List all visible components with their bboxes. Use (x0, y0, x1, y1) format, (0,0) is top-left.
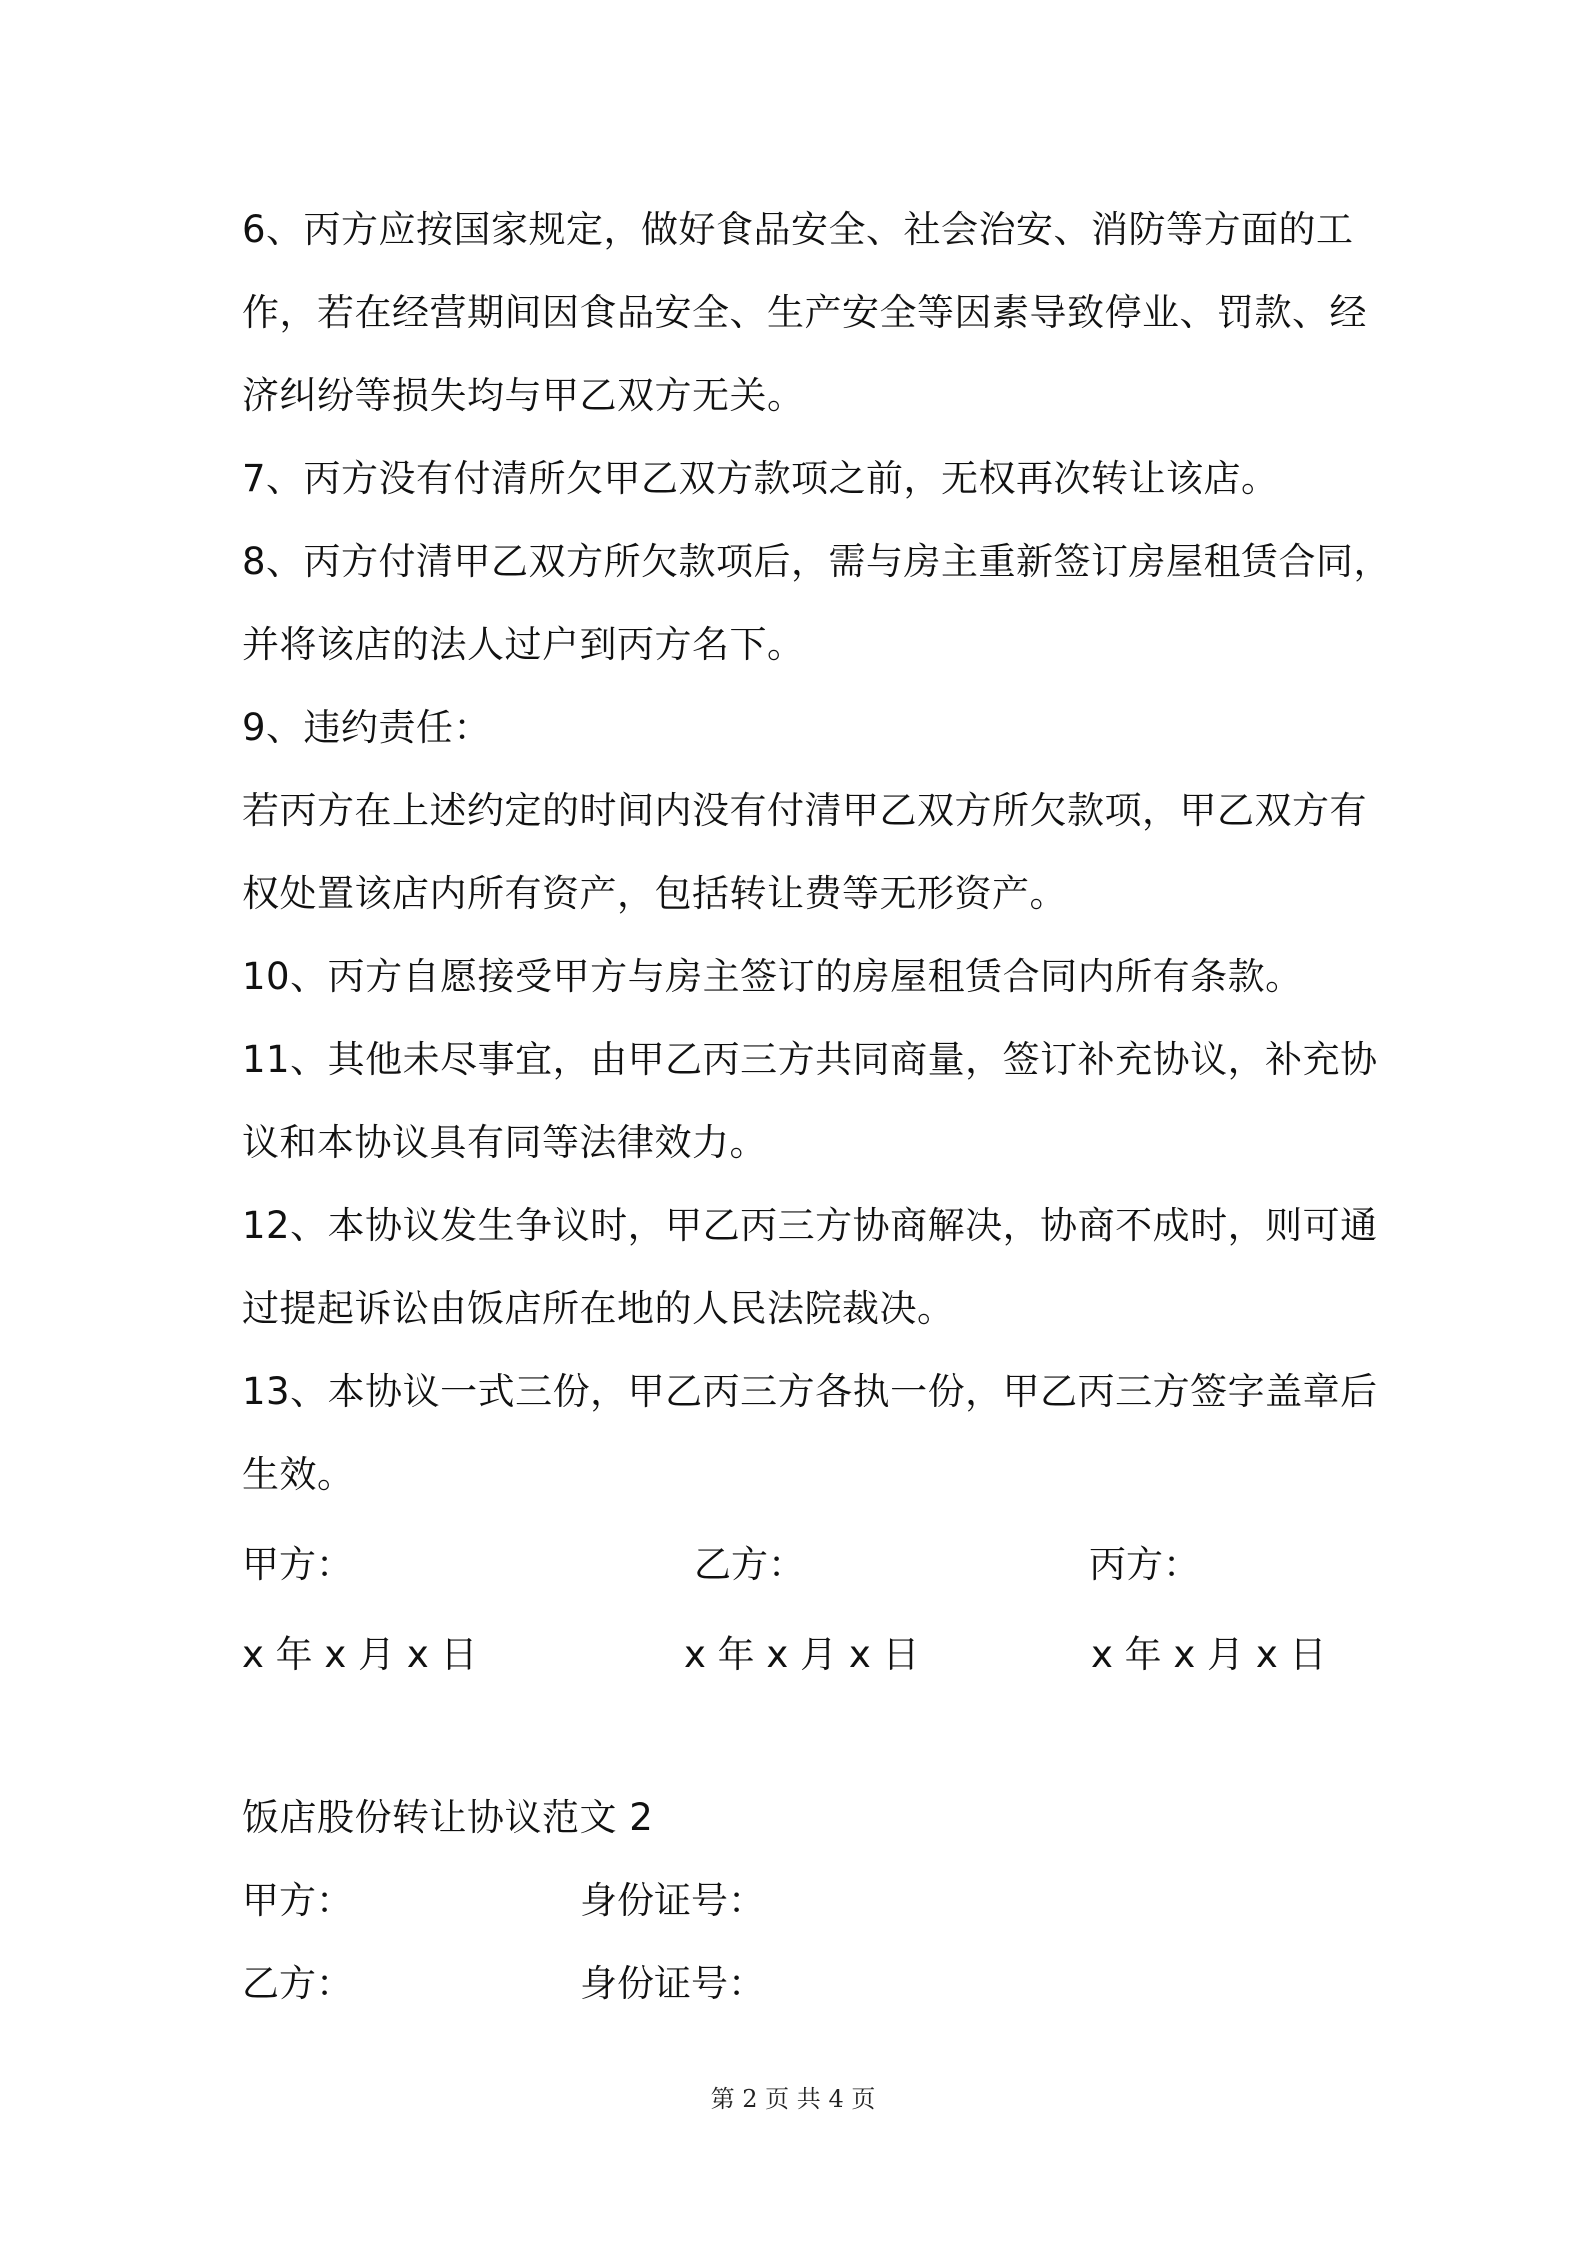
clause-7-line-1: 7、丙方没有付清所欠甲乙双方款项之前，无权再次转让该店。 (242, 457, 1279, 500)
clause-12-line-2: 过提起诉讼由饭店所在地的人民法院裁决。 (242, 1287, 955, 1330)
clause-9-heading: 9、违约责任： (242, 706, 492, 749)
section-2-party-b-id-label: 身份证号： (580, 1962, 765, 2005)
clause-13-line-1: 13、本协议一式三份，甲乙丙三方各执一份，甲乙丙三方签字盖章后 (242, 1370, 1378, 1413)
clause-6-line-2: 作，若在经营期间因食品安全、生产安全等因素导致停业、罚款、经 (242, 291, 1367, 334)
section-2-party-a-label: 甲方： (242, 1879, 353, 1922)
signature-date-a: x 年 x 月 x 日 (242, 1633, 478, 1676)
clause-8-line-1: 8、丙方付清甲乙双方所欠款项后，需与房主重新签订房屋租赁合同， (242, 540, 1392, 583)
clause-8-line-2: 并将该店的法人过户到丙方名下。 (242, 623, 805, 666)
signature-party-a-label: 甲方： (242, 1543, 353, 1586)
clause-9-line-2: 权处置该店内所有资产，包括转让费等无形资产。 (242, 872, 1067, 915)
clause-6-line-3: 济纠纷等损失均与甲乙双方无关。 (242, 374, 805, 417)
page-number-footer: 第 2 页 共 4 页 (710, 2085, 876, 2113)
clause-11-line-1: 11、其他未尽事宜，由甲乙丙三方共同商量，签订补充协议，补充协 (242, 1038, 1378, 1081)
signature-date-c: x 年 x 月 x 日 (1091, 1633, 1327, 1676)
section-2-title: 饭店股份转让协议范文 2 (242, 1796, 654, 1839)
clause-11-line-2: 议和本协议具有同等法律效力。 (242, 1121, 767, 1164)
signature-date-b: x 年 x 月 x 日 (684, 1633, 920, 1676)
signature-party-b-label: 乙方： (694, 1543, 805, 1586)
section-2-party-a-id-label: 身份证号： (580, 1879, 765, 1922)
signature-party-c-label: 丙方： (1089, 1543, 1200, 1586)
clause-9-line-1: 若丙方在上述约定的时间内没有付清甲乙双方所欠款项，甲乙双方有 (242, 789, 1367, 832)
clause-6-line-1: 6、丙方应按国家规定，做好食品安全、社会治安、消防等方面的工 (242, 208, 1354, 251)
clause-12-line-1: 12、本协议发生争议时，甲乙丙三方协商解决，协商不成时，则可通 (242, 1204, 1378, 1247)
clause-13-line-2: 生效。 (242, 1453, 355, 1496)
clause-10-line-1: 10、丙方自愿接受甲方与房主签订的房屋租赁合同内所有条款。 (242, 955, 1303, 998)
section-2-party-b-label: 乙方： (242, 1962, 353, 2005)
